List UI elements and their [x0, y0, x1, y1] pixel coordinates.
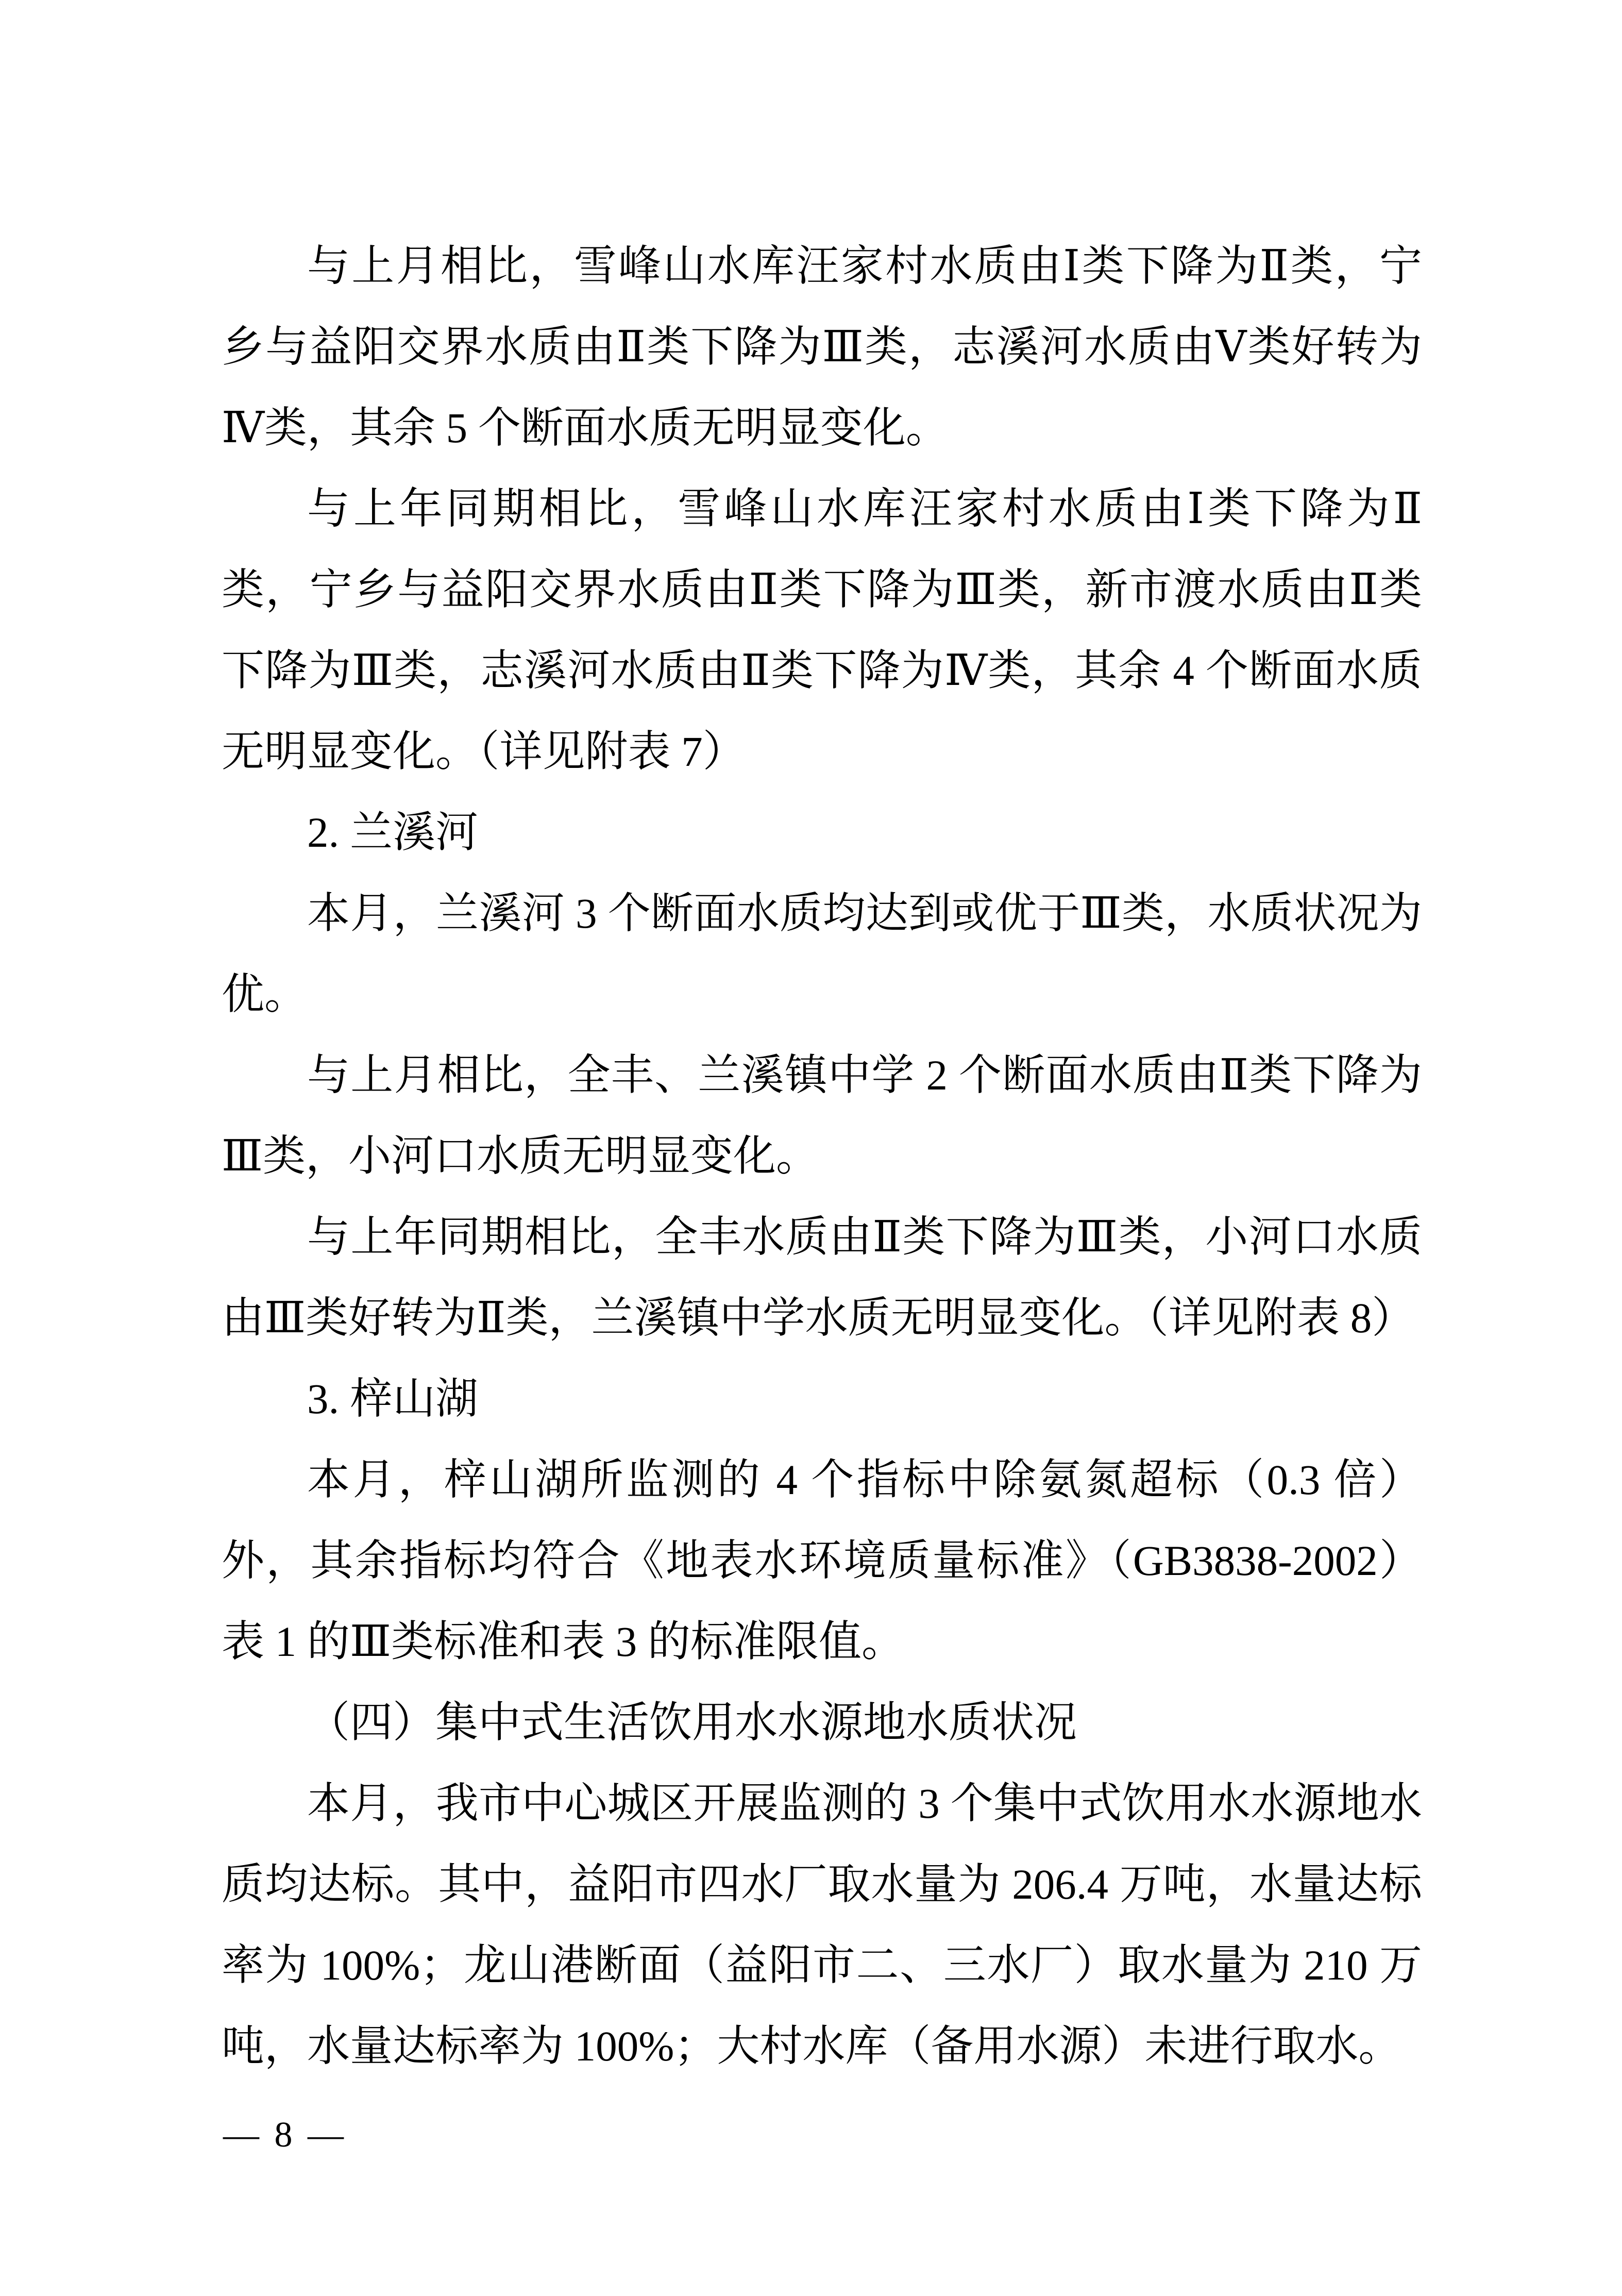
paragraph-lanxi-this-month: 本月，兰溪河 3 个断面水质均达到或优于Ⅲ类，水质状况为优。 [222, 890, 1422, 1018]
paragraph-lanxi-vs-last-year: 与上年同期相比，全丰水质由Ⅱ类下降为Ⅲ类，小河口水质由Ⅲ类好转为Ⅱ类，兰溪镇中学水质无明显变化。（详见附表 8） [222, 1213, 1422, 1342]
heading-drinking-water-sources: （四）集中式生活饮用水水源地水质状况 [307, 1699, 1077, 1746]
paragraph-xuefengshan-vs-last-month: 与上月相比，雪峰山水库汪家村水质由Ⅰ类下降为Ⅱ类，宁乡与益阳交界水质由Ⅱ类下降为Ⅲ类，志溪河水质由Ⅴ类好转为Ⅳ类，其余 5 个断面水质无明显变化。 [222, 242, 1422, 451]
paragraph-zishan-this-month: 本月，梓山湖所监测的 4 个指标中除氨氮超标（0.3 倍）外，其余指标均符合《地表水环境质量标准》（GB3838-2002）表 1 的Ⅲ类标准和表 3 的标准限值。 [222, 1456, 1422, 1665]
paragraph-xuefengshan-vs-last-year: 与上年同期相比，雪峰山水库汪家村水质由Ⅰ类下降为Ⅱ类，宁乡与益阳交界水质由Ⅱ类下降为Ⅲ类，新市渡水质由Ⅱ类下降为Ⅲ类，志溪河水质由Ⅱ类下降为Ⅳ类，其余 4 个断面水质无明显变化。（详见附表 7） [222, 485, 1422, 775]
report-body [222, 226, 1422, 2087]
heading-lanxi-river: 2. 兰溪河 [307, 809, 478, 856]
paragraph-drinking-water-status: 本月，我市中心城区开展监测的 3 个集中式饮用水水源地水质均达标。其中，益阳市四水厂取水量为 206.4 万吨，水量达标率为 100%；龙山港断面（益阳市二、三水厂）取水量为 210 万吨，水量达标率为 100%；大村水库（备用水源）未进行取水。 [222, 1780, 1422, 2070]
page-number: — 8 — [223, 2115, 347, 2155]
paragraph-lanxi-vs-last-month: 与上月相比，全丰、兰溪镇中学 2 个断面水质由Ⅱ类下降为Ⅲ类，小河口水质无明显变化。 [222, 1051, 1422, 1180]
heading-zishan-lake: 3. 梓山湖 [307, 1375, 478, 1422]
